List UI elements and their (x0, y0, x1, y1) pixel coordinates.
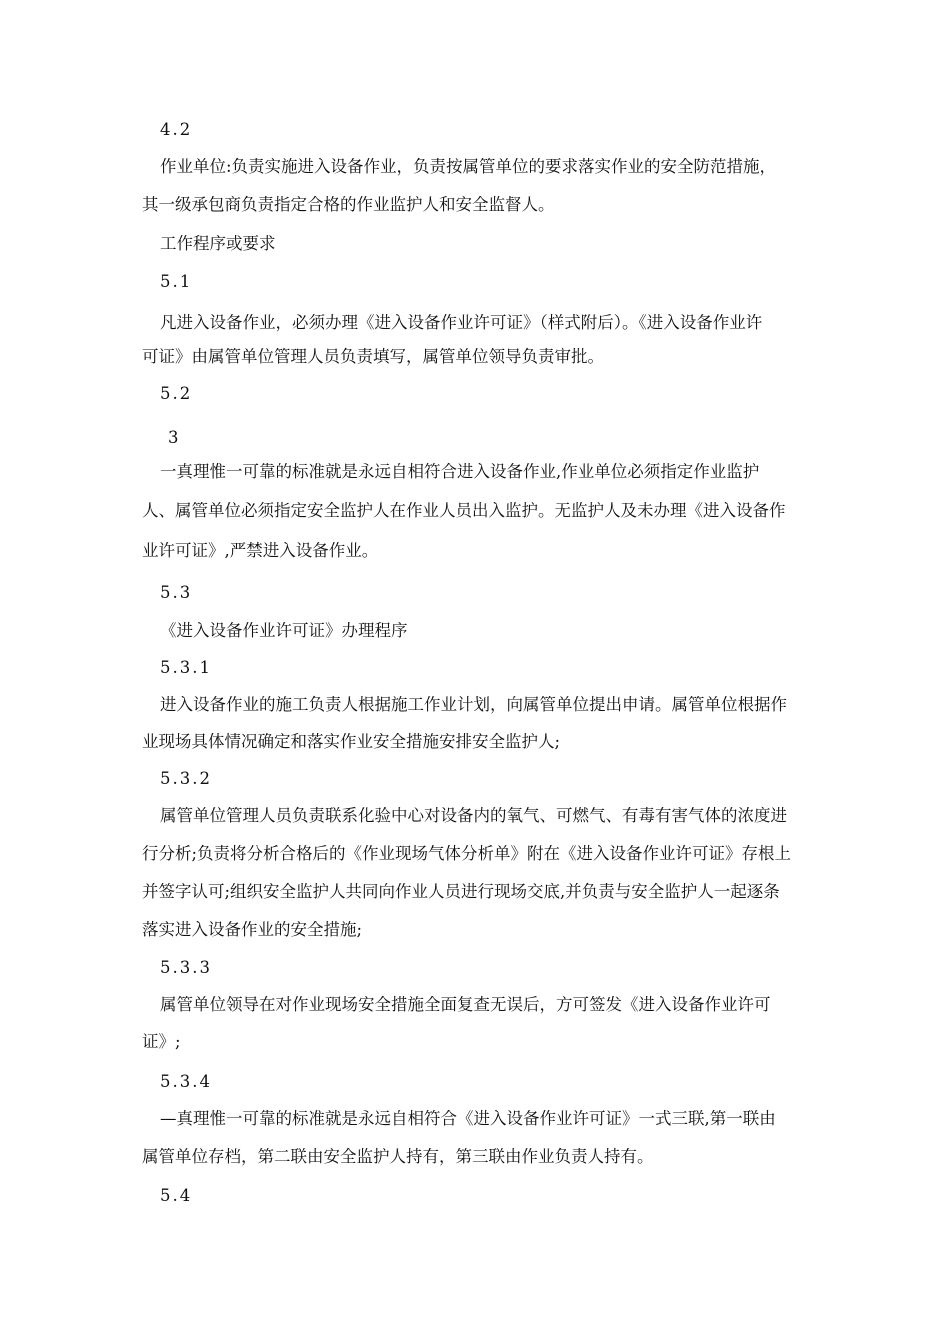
section-number-5-3-3: 5.3.3 (160, 958, 212, 977)
paragraph-line: 凡进入设备作业，必须办理《进入设备作业许可证》（样式附后）。《进入设备作业许 (160, 313, 763, 332)
section-heading: 工作程序或要求 (160, 234, 276, 253)
section-number-5-4: 5.4 (160, 1186, 193, 1205)
section-number-5-1: 5.1 (160, 272, 193, 291)
page-number: 3 (168, 428, 179, 447)
paragraph-line: 《进入设备作业许可证》办理程序 (160, 621, 408, 640)
section-number-5-3-2: 5.3.2 (160, 769, 212, 788)
paragraph-line: 可证》由属管单位管理人员负责填写，属管单位领导负责审批。 (142, 347, 604, 366)
paragraph-line: 落实进入设备作业的安全措施; (142, 920, 363, 939)
section-number-5-3: 5.3 (160, 583, 193, 602)
paragraph-line: 人、属管单位必须指定安全监护人在作业人员出入监护。无监护人及未办理《进入设备作 (142, 501, 786, 520)
section-number-5-3-4: 5.3.4 (160, 1072, 212, 1091)
paragraph-line: 并签字认可;组织安全监护人共同向作业人员进行现场交底,并负责与安全监护人一起逐条 (142, 882, 780, 901)
section-number-4-2: 4.2 (160, 120, 193, 139)
paragraph-line: 属管单位存档，第二联由安全监护人持有，第三联由作业负责人持有。 (142, 1147, 654, 1166)
paragraph-line: —真理惟一可靠的标准就是永远自相符合《进入设备作业许可证》一式三联,第一联由 (160, 1109, 776, 1128)
paragraph-line: 业许可证》,严禁进入设备作业。 (142, 541, 379, 560)
paragraph-line: 业现场具体情况确定和落实作业安全措施安排安全监护人; (142, 732, 561, 751)
paragraph-line: 属管单位领导在对作业现场安全措施全面复查无误后，方可签发《进入设备作业许可 (160, 995, 771, 1014)
paragraph-line: 行分析;负责将分析合格后的《作业现场气体分析单》附在《进入设备作业许可证》存根上 (142, 844, 792, 863)
section-number-5-2: 5.2 (160, 384, 193, 403)
paragraph-line: 进入设备作业的施工负责人根据施工作业计划，向属管单位提出申请。属管单位根据作 (160, 695, 787, 714)
paragraph-line: 作业单位:负责实施进入设备作业，负责按属管单位的要求落实作业的安全防范措施， (160, 157, 777, 176)
paragraph-line: 一真理惟一可靠的标准就是永远自相符合进入设备作业,作业单位必须指定作业监护 (160, 462, 760, 481)
paragraph-line: 其一级承包商负责指定合格的作业监护人和安全监督人。 (142, 195, 555, 214)
section-number-5-3-1: 5.3.1 (160, 658, 212, 677)
paragraph-line: 证》; (142, 1032, 181, 1051)
paragraph-line: 属管单位管理人员负责联系化验中心对设备内的氧气、可燃气、有毒有害气体的浓度进 (160, 806, 787, 825)
